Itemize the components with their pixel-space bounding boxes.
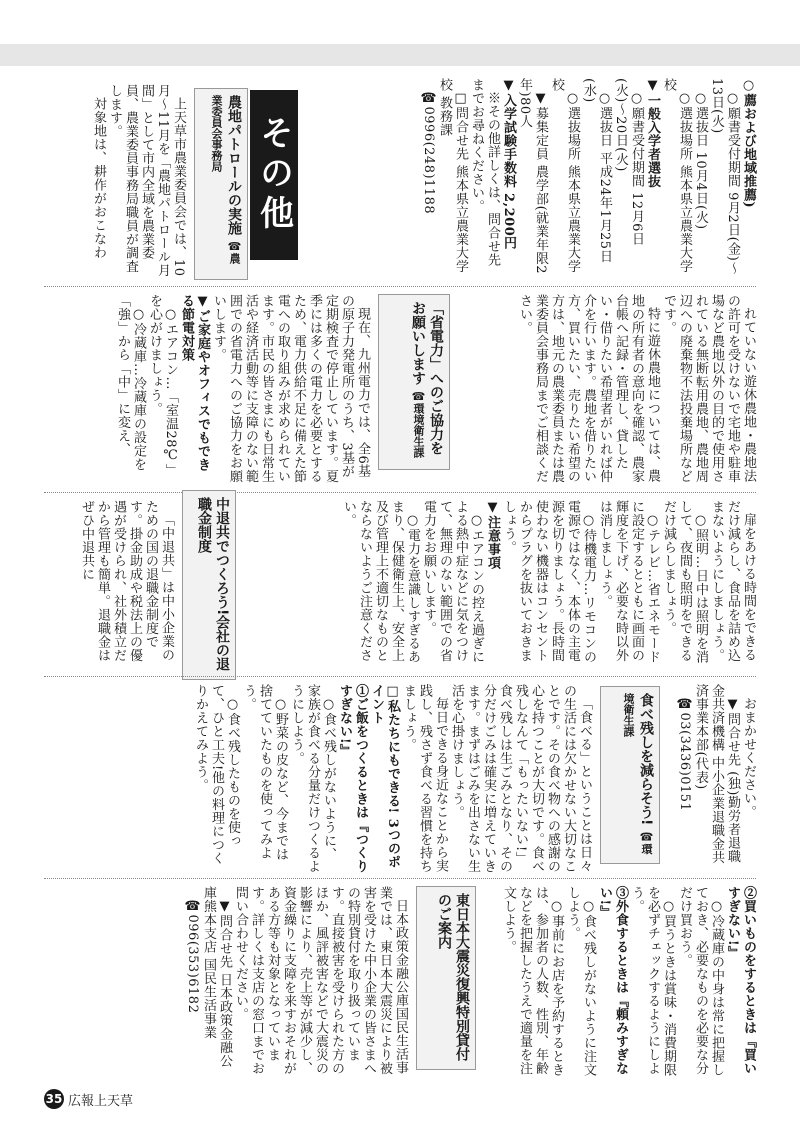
paragraph: ○エアコン…「室温28℃」を心がけましょう。 [147,294,178,478]
row-divider [44,676,756,677]
paragraph: 扉をあける時間をできるだけ減らし、食品を詰め込まないようにしましょう。 [709,500,756,662]
energy-body-continued [330,500,756,670]
foodwaste-tips-continued [498,886,756,1078]
foodwaste-heading-box [600,686,660,864]
quake-title: 東日本大震災復興特別貸付のご案内 [436,893,470,1061]
paragraph: ▼注意事項 [485,500,500,570]
paragraph: ○食べ残したものを使って、ひと工夫!他の料理につくりかえてみよう。 [193,684,240,866]
paragraph: ○願書受付期間 9月2日(金)〜13日(火) [709,78,740,275]
paragraph: 上天草市農業委員会では、10月〜11月を「農地パトロール月間」として市内全域を農業委員、農業委員事務局職員が調査します。 [107,84,186,278]
paragraph: ☎03(3436)0151 [677,697,692,812]
page-footer [44,1088,133,1110]
paragraph: ○選抜日 10月4日(火) [693,91,708,230]
patrol-body-continued [466,294,756,484]
paragraph: ○電力を意識しすぎるあまり、保健衛生上、安全上及び管理上不適切なものとならないようご注意ください。 [341,500,420,664]
retirement-heading-box [182,490,236,680]
paragraph: ※その他詳しくは、問合せ先までお尋ねください。 [469,78,500,267]
paragraph: 「中退共」は中小企業のための国の退職金制度です。掛金助成や税法上の優遇が受けられ、社外積立だから管理も簡単。退職金はぜひ中退共に [79,500,174,662]
paragraph: ○選抜日 平成24年1月25日(水) [581,78,612,263]
paragraph: ○待機電力…リモコンの電源ではなく、本体の主電源を切りましょう。長時間使わない機器はコンセントからプラグを抜いておきましょう。 [501,500,596,664]
header-band [0,44,800,66]
paragraph: ○事前にお店を予約するときは、参加者の人数、性別、年齢などを把握したうえで適量を注文しよう。 [501,886,564,1077]
retirement-body-text [46,500,174,670]
page-number: 35 [44,1089,64,1109]
energy-heading-box [378,294,450,470]
row-divider [44,878,756,879]
paragraph: 「食べる」ということは日々の生活には欠かせない大切なことです。その食べ物への感謝の心を持つことが大切です。食べ残しなんて「もったいない!」食べ残しは生ごみとなり、その分だけごみは確実に増えていきます。まずはごみを出さない生活を心掛けましょう。 [449,684,592,873]
paragraph: ○買うときは賞味・消費期限を必ずチェックするようにしよう。 [629,886,676,1077]
paragraph: ③外食するときは『頼みすぎない!』 [597,886,628,1075]
paragraph: ○選抜場所 熊本県立農業大学校 [661,78,692,274]
foodwaste-title: 食べ残しを減らそう! [638,693,654,826]
paragraph: ▼問合せ先 (独)勤労者退職金共済機構 中小企業退職金共済事業本部(代表) [693,684,740,865]
publication-name: 広報上天草 [68,1093,134,1109]
quake-heading-box [416,886,476,1070]
energy-title: 「省電力」へのご協力をお願いします [410,301,444,455]
paragraph: ○テレビ…省エネモードに設定するとともに画面の輝度を下げ、必要な時以外は消しましょう。 [597,500,660,664]
paragraph: ▼問合せ先 日本政策金融公庫熊本支店 国民生活事業 [201,886,232,1068]
paragraph: ▼募集定員 農学部(就業年限2年)80人 [517,78,548,274]
row-divider [44,286,756,287]
paragraph: 対象地は、耕作がおこなわ [91,97,106,259]
paragraph: 毎日できる身近なことから実践し、残さず食べる習慣を持ちましょう。 [401,684,448,873]
patrol-heading-box [194,88,248,280]
paragraph: ○野菜の皮など、今までは捨てていたものを使ってみよう。 [241,684,288,861]
paragraph: 現在、九州電力では、全6基の原子力発電所のうち、3基が定期検査で停止しています。夏季には多くの電力を必要とするため、電力供給不足に備えた節電への取り組みが求められています。市民の皆さまにも日常生活や経済活動等に支障のない範囲での省電力へのご協力をお願いします。 [211,294,370,483]
paragraph: 特に遊休農地については、農地の所有者の意向を確認、農家台帳へ記録・管理し、貸したい・借りたい希望者がいれば仲介を行います。農地を借りたい方、買いたい、売りたい希望の方は、地元の農業委員または農業委員会事務局までご相談ください。 [517,294,660,483]
paragraph: ☎096(353)6182 [185,899,200,1014]
section-title-sonota [250,90,298,260]
paragraph: ▼ご家庭やオフィスでもできる節電対策 [179,294,210,472]
agri-college-admission-text [420,78,756,278]
paragraph: 日本政策金融公庫国民生活事業では、東日本大震災により被害を受けた中小企業の皆さまへの特別貸付を取り扱っています。直接被害を受けられた方のほか、風評被害などで大震災の影響により、売上等が減少し、資金繰りに支障を来すおそれがある方等も対象となっています。詳しくは支店の窓口までお問い合わせください。 [233,886,408,1075]
foodwaste-body-text [46,684,592,874]
paragraph: ○食べ残しがないように注文しよう。 [565,886,596,1077]
energy-body-text [46,294,370,484]
paragraph: □私たちにもできる! 3つのポイント [369,684,400,869]
paragraph: □問合せ先 熊本県立農業大学校 教務課 [437,78,468,274]
paragraph: ○選抜場所 熊本県立農業大学校 [549,78,580,274]
retirement-title: 中退共でつくろう!会社の退職金制度 [196,497,230,672]
paragraph: ▼入学試験手数料 2,200円 [501,78,516,250]
paragraph: ☎0996(248)1188 [421,91,436,215]
patrol-dept: ☎農業委員会事務局 [210,95,241,264]
retirement-contact-text [677,684,756,874]
section-title-label: その他 [253,115,294,235]
paragraph: れていない遊休農地・農地法の許可を受けないで宅地や駐車場など農地以外の目的で使用されている無断転用農地、農地周辺への廃棄物不法投棄場所などです。 [661,294,756,483]
paragraph: おまかせください。 [741,697,756,819]
paragraph: ○食べ残しがないように、家族が食べる分量だけつくるようにしよう。 [289,684,336,873]
patrol-body-text [46,84,186,278]
paragraph: ○冷蔵庫の中身は常に把握しておき、必要なものを必要な分だけ買おう。 [677,886,724,1077]
paragraph: ▼一般入学者選抜 [645,78,660,188]
paragraph: ○エアコンの控え過ぎによる熱中症などに気をつけて、無理のない範囲での省電力をお願いします。 [421,500,484,664]
foodwaste-dept: ☎環境衛生課 [622,693,653,855]
paragraph: ○願書受付期間 12月6日(火)〜20日(火) [613,78,644,246]
row-divider [44,492,756,493]
paragraph: ②買いものをするときは『買いすぎない!』 [725,886,756,1075]
paragraph: ○薦および地域推薦) [741,78,756,209]
paragraph: ①ご飯をつくるときは『つくりすぎない!』 [337,684,368,873]
paragraph: ○冷蔵庫…冷蔵庫の設定を「強」から「中」に変え、 [115,294,146,471]
paragraph: ○照明…日中は照明を消して、夜間も照明をできるだけ減らしましょう。 [661,500,708,664]
patrol-title: 農地パトロールの実施 [226,95,242,235]
quake-loan-body-text [46,886,408,1078]
energy-dept: ☎環境衛生課 [412,389,425,458]
